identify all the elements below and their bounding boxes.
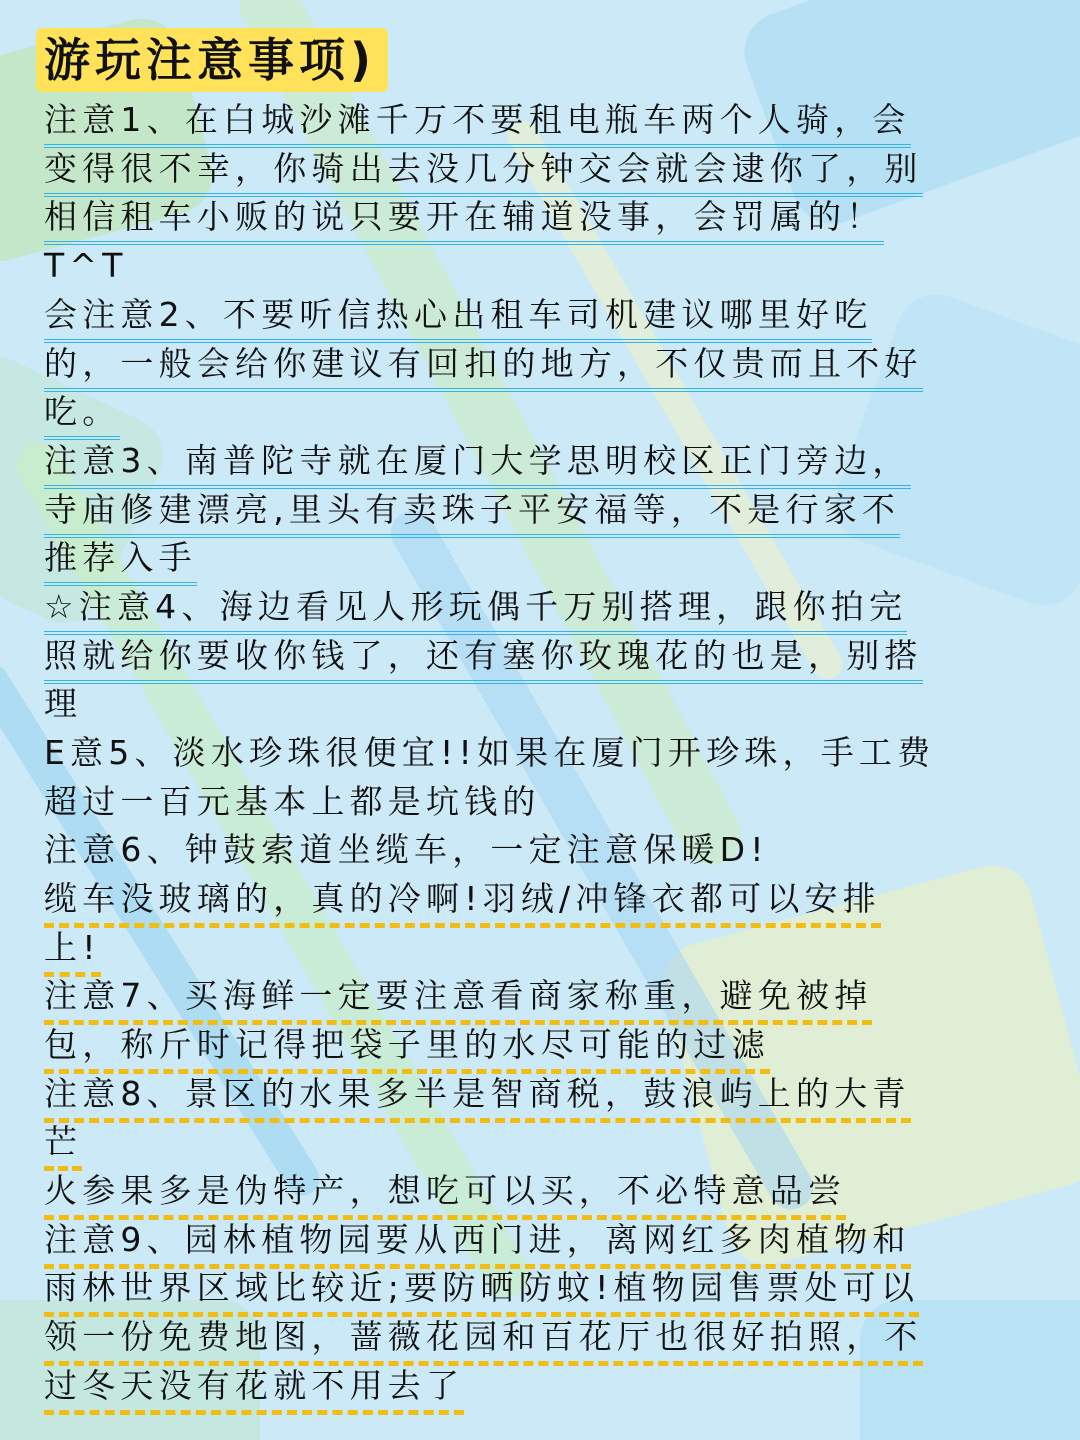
- note-line: 注意6、钟鼓索道坐缆车，一定注意保暖D!: [44, 830, 769, 869]
- note-line: 上!: [44, 928, 101, 977]
- note-line: 吃。: [44, 392, 120, 440]
- note-line: 芒: [44, 1122, 82, 1171]
- note-line: T^T: [44, 246, 128, 285]
- page-title: 游玩注意事项): [44, 33, 377, 87]
- note-line: 推荐入手: [44, 538, 197, 586]
- note-line: 的，一般会给你建议有回扣的地方，不仅贵而且不好: [44, 344, 923, 392]
- note-line: 火参果多是伪特产，想吃可以买，不必特意品尝: [44, 1171, 846, 1220]
- note-line: 领一份免费地图，蔷薇花园和百花厅也很好拍照，不: [44, 1317, 923, 1366]
- note-line: 雨林世界区域比较近;要防晒防蚊!植物园售票处可以: [44, 1268, 919, 1317]
- note-line: 包，称斤时记得把袋子里的水尽可能的过滤: [44, 1025, 770, 1074]
- note-line: 理: [44, 684, 83, 723]
- note-line: 注意9、园林植物园要从西门进，离网红多肉植物和: [44, 1220, 911, 1269]
- note-line: 过冬天没有花就不用去了: [44, 1366, 464, 1415]
- note-line: 注意8、景区的水果多半是智商税，鼓浪屿上的大青: [44, 1074, 911, 1123]
- title-highlight: [36, 28, 388, 92]
- note-line: ☆注意4、海边看见人形玩偶千万别搭理，跟你拍完: [44, 587, 907, 635]
- note-line: 会注意2、不要听信热心出租车司机建议哪里好吃: [44, 295, 872, 343]
- note-line: 缆车没玻璃的，真的冷啊!羽绒/冲锋衣都可以安排: [44, 879, 881, 928]
- note-line: 变得很不幸，你骑出去没几分钟交会就会逮你了，别: [44, 149, 923, 197]
- note-line: 寺庙修建漂亮,里头有卖珠子平安福等，不是行家不: [44, 490, 900, 538]
- note-line: 照就给你要收你钱了，还有塞你玫瑰花的也是，别搭: [44, 636, 923, 684]
- note-line: 超过一百元基本上都是坑钱的: [44, 782, 541, 821]
- note-line: 注意3、南普陀寺就在厦门大学思明校区正门旁边，: [44, 441, 911, 489]
- note-line: 注意1、在白城沙滩千万不要租电瓶车两个人骑，会: [44, 100, 911, 148]
- note-line: E意5、淡水珍珠很便宜!!如果在厦门开珍珠，手工费: [44, 733, 936, 772]
- note-line: 相信租车小贩的说只要开在辅道没事，会罚属的！: [44, 197, 884, 245]
- note-line: 注意7、买海鲜一定要注意看商家称重，避免被掉: [44, 976, 872, 1025]
